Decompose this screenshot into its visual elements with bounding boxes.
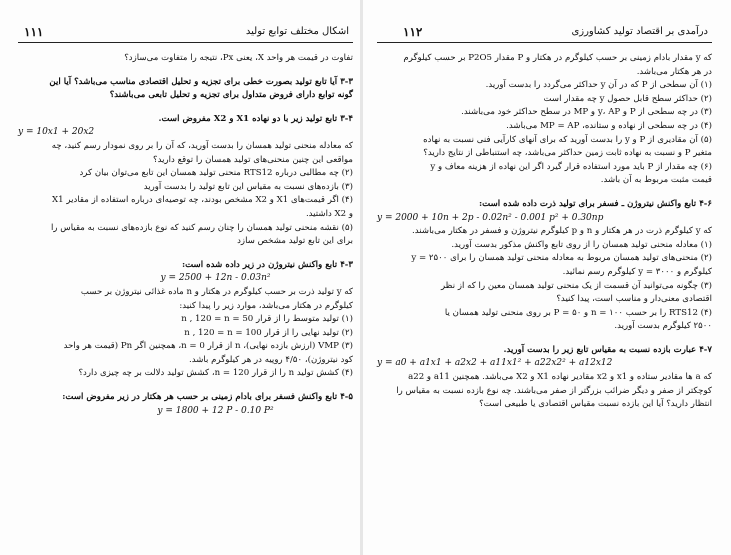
left-page (8, 0, 363, 555)
text-line: برای این تابع تولید مشخص سازد (237, 236, 353, 247)
question-heading: ۳-۴ تابع تولید زیر با دو نهاده X1 و X2 مفروض است. (158, 113, 353, 124)
text-line: (۱) آن سطحی از P که در آن y حداکثر می‌گردد را بدست آورید. (485, 80, 712, 91)
equation: y = 2000 + 10n + 2p - 0.02n² - 0.001 p² + 0.30np (377, 212, 604, 223)
equation: y = 10x1 + 20x2 (18, 127, 95, 138)
text-line: کیلوگرم در هکتار می‌باشد، موارد زیر را پیدا کنید: (179, 300, 353, 311)
text-line: که معادله منحنی تولید همسان را بدست آورید، که آن را بر روی نمودار رسم کنید، چه (51, 140, 353, 151)
text-line: (۳) بازده‌های نسبت به مقیاس این تابع تولید را بدست آورید (143, 181, 353, 192)
text-line: (۳) چگونه می‌توانید آن قسمت از یک منحنی تولید همسان معین را که از نظر (440, 280, 712, 291)
left-page-number: ۱۱۱ (24, 25, 44, 39)
left-page-text (18, 52, 353, 418)
text-line: (۳) VMP (ارزش بازده نهایی)، n از قرار 0 = n، همچنین اگر Pn (قیمت هر واحد (63, 341, 353, 352)
left-page-header (18, 24, 353, 43)
question-heading: ۳-۳ آیا تابع تولید بصورت خطی برای تجزیه و تحلیل اقتصادی مناسب می‌باشد؟ آیا این (49, 76, 353, 87)
left-running-title: اشکال مختلف توابع تولید (245, 26, 349, 37)
text-line: قیمت مثبت مربوط به آن باشد. (600, 175, 712, 186)
right-page-header (377, 24, 712, 43)
text-line: (۵) آن مقادیری از P و y را بدست آورید که برای آنهای کارآیی فنی نسبت به نهاده (423, 134, 712, 145)
text-line: که y کیلوگرم ذرت در هر هکتار و n و p کیلوگرم نیتروژن و فسفر در هکتار می‌باشند. (412, 226, 712, 237)
equation: y = a0 + a1x1 + a2x2 + a11x1² + a22x2² + a12x12 (377, 358, 613, 369)
text-line: (۴) اگر قیمت‌های X1 و X2 مشخص بودند، چه توصیه‌ای درباره استفاده از مقادیر X1 (52, 195, 353, 206)
question-heading: ۴-۳ تابع واکنش نیتروژن در زیر داده شده است: (181, 259, 353, 270)
equation: y = 1800 + 12 P - 0.10 P² (157, 405, 274, 416)
text-line: انتظار دارید؟ آیا این بازده نسبت مقیاس اقتصادی یا طبیعی است؟ (479, 399, 712, 410)
right-running-title: درآمدی بر اقتصاد تولید کشاورزی (571, 26, 708, 37)
right-page-number: ۱۱۲ (403, 25, 423, 39)
text-line: کود نیتروژن)، ۴/۵۰ روپیه در هر کیلوگرم باشد. (188, 354, 353, 365)
text-line: اقتصادی معنی‌دار و مناسب است، پیدا کنید؟ (556, 294, 712, 305)
text-line: متغیر P و نسبت به نهاده ثابت زمین حداکثر می‌باشد، چه استنباطی از نتایج دارید؟ (423, 148, 712, 159)
text-line: (۴) کشش تولید n را از قرار 120 = n، کشش تولید دلالت بر چه چیزی دارد؟ (78, 368, 353, 379)
text-line: (۱) معادله منحنی تولید همسان را از روی تابع واکنش مذکور بدست آورید. (451, 239, 712, 250)
text-line: (۲) حداکثر سطح قابل حصول y چه مقدار است (543, 93, 712, 104)
text-line: کوچکتر از صفر و دیگر ضرائب بزرگتر از صفر می‌باشند. چه نوع بازده نسبت به مقیاس را (396, 385, 712, 396)
text-line: (۳) در چه سطحی از P و y، AP و MP در سطح حداکثر خود می‌باشند. (461, 107, 712, 118)
text-line: در هر هکتار می‌باشد. (636, 66, 712, 77)
text-line: و X2 داشتید. (305, 208, 353, 219)
text-line: که a ها مقادیر ستاده و x1 و x2 مقادیر نهاده X1 و X2 می‌باشد. همچنین a11 و a22 (408, 372, 712, 383)
right-page (367, 0, 722, 555)
text-line: (۴) در چه سطحی از نهاده و ستانده، MP = AP می‌باشد. (506, 120, 712, 131)
text-line: تفاوت در قیمت هر واحد X، یعنی Px، نتیجه را متفاوت می‌سازد؟ (124, 53, 353, 63)
question-heading: ۴-۶ تابع واکنش نیتروژن ـ فسفر برای تولید ذرت داده شده است: (478, 198, 712, 209)
text-line: که y تولید ذرت بر حسب کیلوگرم در هکتار و n ماده غذائی نیتروژن بر حسب (80, 286, 353, 297)
text-line: ۲۵۰۰ کیلوگرم بدست آورید. (614, 321, 712, 332)
question-heading: ۴-۷ عبارت بازده نسبت به مقیاس تابع زیر را بدست آورید. (503, 344, 712, 355)
equation: y = 2500 + 12n - 0.03n² (160, 273, 271, 284)
text-line: (۲) چه مطالبی درباره RTS12 منحنی تولید همسان این تابع می‌توان بیان کرد (79, 168, 353, 179)
text-line: (۲) تولید نهایی را از قرار 100 = n , 120 = n (184, 327, 353, 338)
book-gutter (360, 0, 363, 555)
right-page-text (377, 52, 712, 412)
text-line: کیلوگرم و ۳۰۰۰ = y کیلوگرم رسم نمائید. (562, 266, 712, 277)
text-line: مواقعی این چنین منحنی‌های تولید همسان را توقع دارید؟ (153, 154, 353, 165)
text-line: (۴) RTS12 را بر حسب ۱۰۰ = n و ۵۰ = P بر روی منحنی تولید همسان یا (444, 307, 712, 318)
text-line: (۱) تولید متوسط را از قرار 50 = n , 120 = n (181, 314, 353, 325)
text-line: (۵) نقشه منحنی تولید همسان را چنان رسم کنید که نوع بازده‌های نسبت به مقیاس را (50, 222, 353, 233)
text-line: گونه توابع دارای فروض متداول برای تجزیه و تحلیل تابعی می‌باشند؟ (109, 90, 353, 101)
question-heading: ۴-۵ تابع واکنش فسفر برای بادام زمینی بر حسب هر هکتار در زیر مفروض است: (62, 392, 353, 403)
text-line: که y مقدار بادام زمینی بر حسب کیلوگرم در هکتار و P مقدار P2O5 بر حسب کیلوگرم (403, 53, 712, 63)
text-line: (۲) منحنی‌های تولید همسان مربوط به معادله منحنی تولید همسان را برای ۲۵۰۰ = y (411, 253, 712, 264)
text-line: (۶) چه مقدار از P باید مورد استفاده قرار گیرد اگر این نهاده از هزینه معاف و y (430, 161, 712, 172)
